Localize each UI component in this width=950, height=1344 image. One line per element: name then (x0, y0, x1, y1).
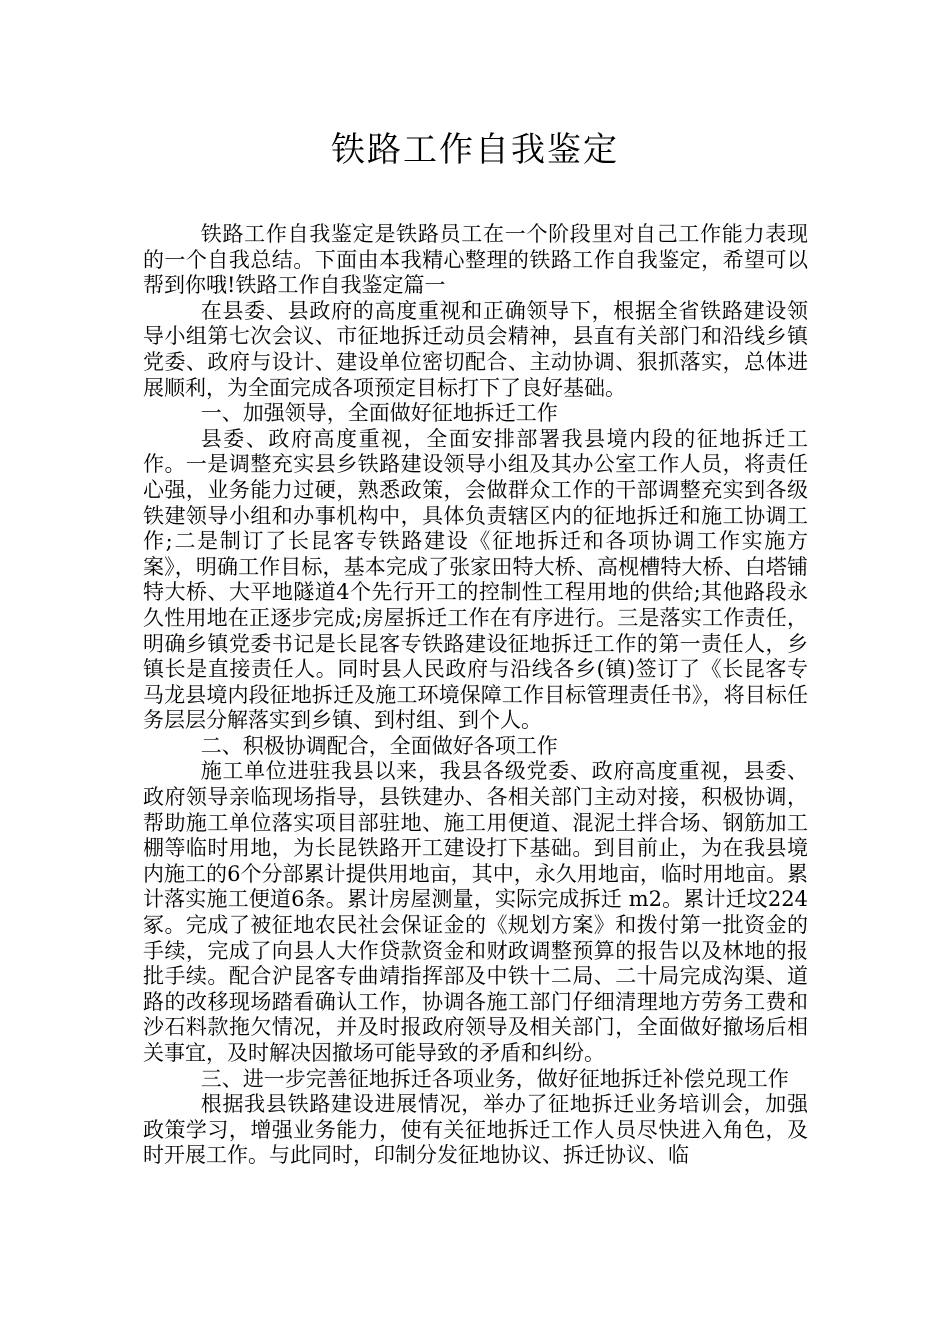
section-heading-3: 三、进一步完善征地拆迁各项业务，做好征地拆迁补偿兑现工作 (200, 1066, 789, 1091)
paragraph-section-3: 根据我县铁路建设进展情况，举办了征地拆迁业务培训会，加强政策学习，增强业务能力，使有关征地拆迁工作人员尽快进入角色，及时开展工作。与此同时，印制分发征地协议、拆迁协议、临 (143, 1092, 808, 1168)
document-title: 铁路工作自我鉴定 (331, 130, 619, 170)
paragraph-section-2: 施工单位进驻我县以来，我县各级党委、政府高度重视，县委、政府领导亲临现场指导，县铁建办、各相关部门主动对接，积极协调，帮助施工单位落实项目部驻地、施工用便道、混泥土拌合场、钢筋加工棚等临时用地，为长昆铁路开工建设打下基础。到目前止，为在我县境内施工的6个分部累计提供用地亩，其中，永久用地亩，临时用地亩。累计落实施工便道6条。累计房屋测量，实际完成拆迁 m2。累计迁坟224冢。完成了被征地农民社会保证金的《规划方案》和拨付第一批资金的手续，完成了向县人大作贷款资金和财政调整预算的报告以及林地的报批手续。配合沪昆客专曲靖指挥部及中铁十二局、二十局完成沟渠、道路的改移现场踏看确认工作，协调各施工部门仔细清理地方劳务工费和沙石料款拖欠情况，并及时报政府领导及相关部门，全面做好撤场后相关事宜，及时解决因撤场可能导致的矛盾和纠纷。 (143, 759, 808, 1065)
document-body (143, 222, 808, 1169)
paragraph-section-1: 县委、政府高度重视，全面安排部署我县境内段的征地拆迁工作。一是调整充实县乡铁路建设领导小组及其办公室工作人员，将责任心强，业务能力过硬，熟悉政策，会做群众工作的干部调整充实到各级铁建领导小组和办事机构中，具体负责辖区内的征地拆迁和施工协调工作;二是制订了长昆客专铁路建设《征地拆迁和各项协调工作实施方案》，明确工作目标，基本完成了张家田特大桥、高枧槽特大桥、白塔铺特大桥、大平地隧道4个先行开工的控制性工程用地的供给;其他路段永久性用地在正逐步完成;房屋拆迁工作在有序进行。三是落实工作责任，明确乡镇党委书记是长昆客专铁路建设征地拆迁工作的第一责任人，乡镇长是直接责任人。同时县人民政府与沿线各乡(镇)签订了《长昆客专马龙县境内段征地拆迁及施工环境保障工作目标管理责任书》，将目标任务层层分解落实到乡镇、到村组、到个人。 (143, 426, 808, 733)
paragraph-intro: 铁路工作自我鉴定是铁路员工在一个阶段里对自己工作能力表现的一个自我总结。下面由本我精心整理的铁路工作自我鉴定，希望可以帮到你哦!铁路工作自我鉴定篇一 (143, 222, 808, 298)
section-heading-1: 一、加强领导，全面做好征地拆迁工作 (200, 401, 558, 426)
section-heading-2: 二、积极协调配合，全面做好各项工作 (200, 733, 558, 758)
paragraph-overview: 在县委、县政府的高度重视和正确领导下，根据全省铁路建设领导小组第七次会议、市征地拆迁动员会精神，县直有关部门和沿线乡镇党委、政府与设计、建设单位密切配合、主动协调、狠抓落实，总体进展顺利，为全面完成各项预定目标打下了良好基础。 (143, 298, 808, 400)
